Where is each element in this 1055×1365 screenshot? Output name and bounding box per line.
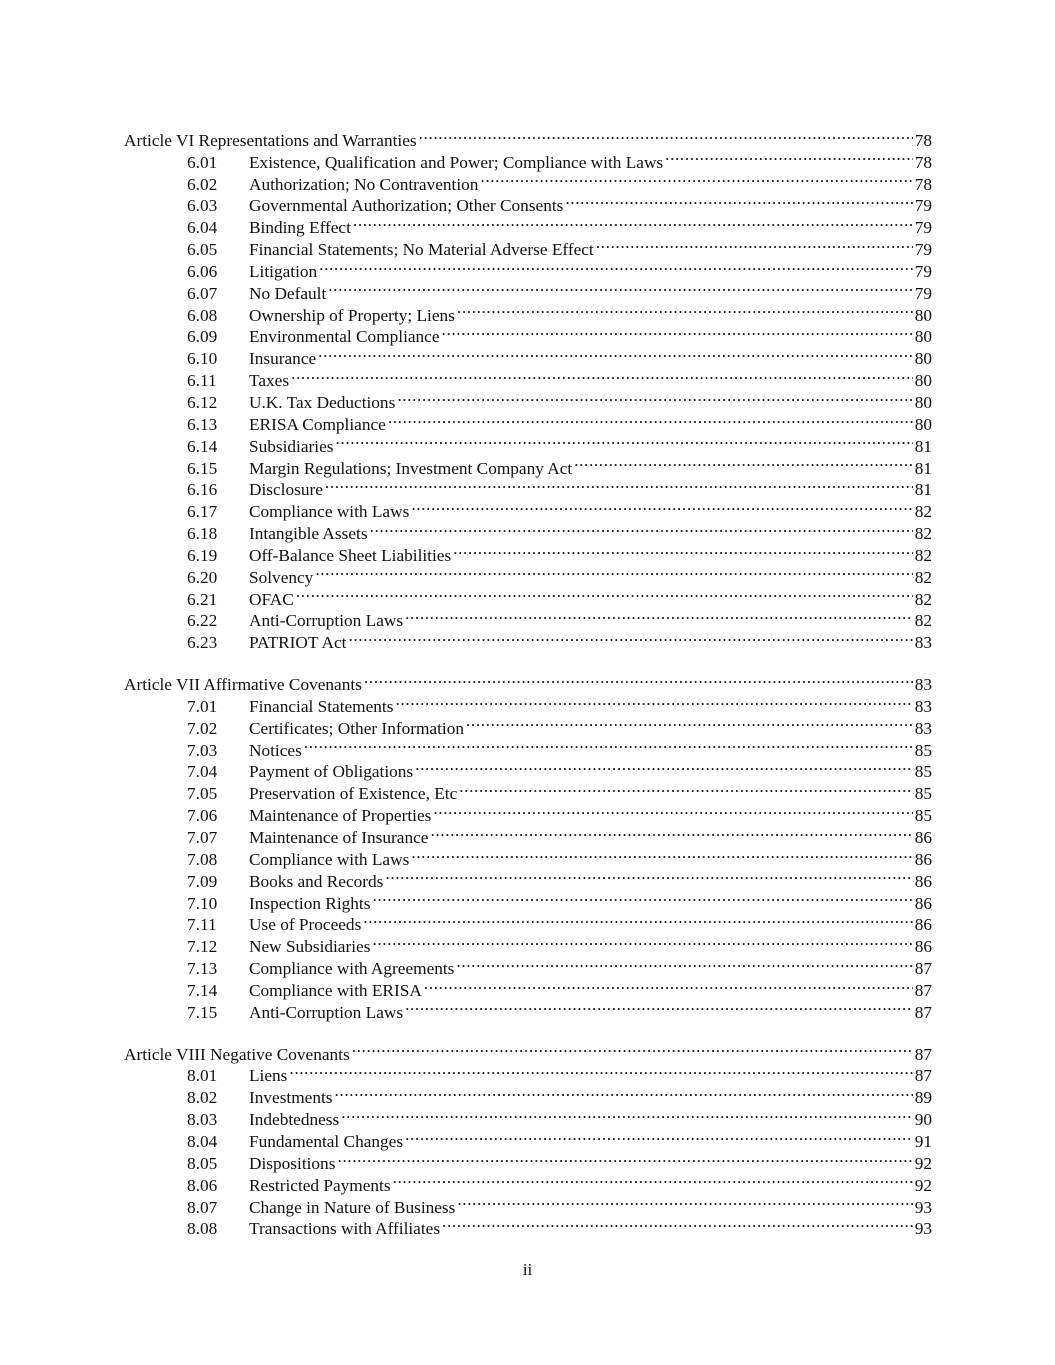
dot-leader <box>466 712 913 734</box>
page-reference: 82 <box>914 545 932 565</box>
page-reference: 90 <box>914 1110 932 1130</box>
dot-leader <box>433 799 913 821</box>
section-title: Governmental Authorization; Other Consents <box>249 196 564 216</box>
section-title: Books and Records <box>249 871 384 891</box>
dot-leader <box>453 539 913 561</box>
section-number: 7.02 <box>187 718 218 738</box>
dot-leader <box>411 495 913 517</box>
section-title: Anti-Corruption Laws <box>249 1002 404 1022</box>
toc-article-heading[interactable] <box>124 1038 932 1064</box>
page-reference: 79 <box>914 196 932 216</box>
toc-article-heading[interactable] <box>124 124 932 150</box>
dot-leader <box>393 1169 913 1191</box>
dot-leader <box>405 1125 913 1147</box>
dot-leader <box>328 277 913 299</box>
dot-leader <box>353 211 913 233</box>
section-title: Ownership of Property; Liens <box>249 305 455 325</box>
section-title: ERISA Compliance <box>249 414 386 434</box>
page-reference: 81 <box>914 458 932 478</box>
section-title: U.K. Tax Deductions <box>249 392 396 412</box>
section-number: 7.08 <box>187 849 218 869</box>
dot-leader <box>296 583 913 605</box>
section-title: Solvency <box>249 567 314 587</box>
section-title: Litigation <box>249 261 318 281</box>
section-number: 6.07 <box>187 283 218 303</box>
page-reference: 86 <box>914 937 932 957</box>
dot-leader <box>457 299 913 321</box>
section-number: 6.15 <box>187 458 218 478</box>
page-reference: 86 <box>914 871 932 891</box>
page-reference: 82 <box>914 567 932 587</box>
section-title: New Subsidiaries <box>249 937 371 957</box>
page-reference: 80 <box>914 371 932 391</box>
section-title: Financial Statements; No Material Adverse Effect <box>249 240 594 260</box>
section-title: Binding Effect <box>249 218 351 238</box>
article-title: Article VIII Negative Covenants <box>124 1044 350 1064</box>
section-number: 6.01 <box>187 152 218 172</box>
dot-leader <box>372 930 913 952</box>
section-title: Off-Balance Sheet Liabilities <box>249 545 452 565</box>
article-title: Article VI Representations and Warranties <box>124 130 417 150</box>
section-title: Notices <box>249 740 302 760</box>
page-reference: 92 <box>914 1153 932 1173</box>
section-number: 6.21 <box>187 589 218 609</box>
page-reference: 87 <box>914 1002 932 1022</box>
dot-leader <box>457 1191 913 1213</box>
page-number: ii <box>522 1260 533 1279</box>
section-number: 7.14 <box>187 980 218 1000</box>
page-reference: 79 <box>914 218 932 238</box>
page-reference: 82 <box>914 611 932 631</box>
section-number: 7.05 <box>187 784 218 804</box>
section-number: 6.08 <box>187 305 218 325</box>
section-title: Environmental Compliance <box>249 327 440 347</box>
section-number: 6.19 <box>187 545 218 565</box>
section-number: 8.07 <box>187 1197 218 1217</box>
dot-leader <box>596 233 913 255</box>
dot-leader <box>335 1081 913 1103</box>
dot-leader <box>363 909 913 931</box>
page-reference: 80 <box>914 414 932 434</box>
page-reference: 87 <box>914 980 932 1000</box>
section-number: 8.08 <box>187 1219 218 1239</box>
section-title: Compliance with Laws <box>249 849 410 869</box>
section-number: 8.02 <box>187 1088 218 1108</box>
section-title: Financial Statements <box>249 696 394 716</box>
page-reference: 87 <box>914 959 932 979</box>
page-reference: 82 <box>914 524 932 544</box>
section-title: Compliance with Laws <box>249 502 410 522</box>
page-reference: 86 <box>914 893 932 913</box>
page-reference: 91 <box>914 1131 932 1151</box>
dot-leader <box>348 626 913 648</box>
dot-leader <box>364 668 913 690</box>
section-title: Restricted Payments <box>249 1175 391 1195</box>
page-reference: 92 <box>914 1175 932 1195</box>
section-number: 6.06 <box>187 261 218 281</box>
section-title: Disclosure <box>249 480 323 500</box>
page-reference: 80 <box>914 305 932 325</box>
page-reference: 78 <box>914 152 932 172</box>
dot-leader <box>442 321 913 343</box>
dot-leader <box>388 408 913 430</box>
dot-leader <box>352 1038 913 1060</box>
section-number: 6.04 <box>187 218 218 238</box>
page-reference: 89 <box>914 1088 932 1108</box>
page-reference: 80 <box>914 349 932 369</box>
page-reference: 85 <box>914 740 932 760</box>
section-title: Subsidiaries <box>249 436 334 456</box>
section-title: Compliance with Agreements <box>249 959 455 979</box>
dot-leader <box>665 146 913 168</box>
page-reference: 83 <box>914 718 932 738</box>
dot-leader <box>318 342 913 364</box>
section-number: 7.04 <box>187 762 218 782</box>
section-number: 7.13 <box>187 959 218 979</box>
dot-leader <box>291 364 913 386</box>
section-title: Use of Proceeds <box>249 915 362 935</box>
dot-leader <box>372 887 913 909</box>
section-title: Maintenance of Insurance <box>249 828 429 847</box>
section-number: 6.18 <box>187 524 218 544</box>
dot-leader <box>424 974 913 996</box>
section-title: Transactions with Affiliates <box>249 1219 441 1239</box>
section-title: Intangible Assets <box>249 524 368 544</box>
page-reference: 79 <box>914 261 932 281</box>
section-number: 6.20 <box>187 567 218 587</box>
toc-article-heading[interactable] <box>124 668 932 695</box>
section-title: Fundamental Changes <box>249 1131 404 1151</box>
page-reference: 83 <box>914 696 932 716</box>
section-title: No Default <box>249 283 327 303</box>
section-number: 7.11 <box>187 915 217 935</box>
section-number: 6.05 <box>187 240 218 260</box>
section-number: 6.03 <box>187 196 218 216</box>
section-number: 6.10 <box>187 349 218 369</box>
dot-leader <box>459 777 913 799</box>
dot-leader <box>405 996 913 1018</box>
section-title: OFAC <box>249 589 294 609</box>
section-title: Certificates; Other Information <box>249 718 464 738</box>
section-title: Authorization; No Contravention <box>249 174 479 194</box>
toc-article <box>124 668 932 1022</box>
page-reference: 80 <box>914 327 932 347</box>
section-title: Compliance with ERISA <box>249 980 422 1000</box>
page-reference: 82 <box>914 589 932 609</box>
page-reference: 79 <box>914 240 932 260</box>
dot-leader <box>411 843 913 865</box>
section-number: 6.13 <box>187 414 218 434</box>
dot-leader <box>405 605 913 627</box>
section-number: 7.07 <box>187 828 218 847</box>
page-reference: 85 <box>914 784 932 804</box>
toc-article <box>124 1038 932 1239</box>
dot-leader <box>289 1060 913 1082</box>
dot-leader <box>574 452 913 474</box>
section-number: 7.12 <box>187 937 218 957</box>
section-number: 7.01 <box>187 696 218 716</box>
section-number: 7.03 <box>187 740 218 760</box>
page-reference: 85 <box>914 806 932 826</box>
section-title: Investments <box>249 1088 333 1108</box>
dot-leader <box>395 690 913 712</box>
dot-leader <box>335 430 913 452</box>
section-number: 6.22 <box>187 611 218 631</box>
page-reference: 86 <box>914 915 932 935</box>
section-title: Liens <box>249 1066 288 1086</box>
dot-leader <box>565 190 913 212</box>
section-number: 7.09 <box>187 871 218 891</box>
section-title: PATRIOT Act <box>249 633 347 653</box>
toc-article <box>124 124 932 653</box>
page-reference: 93 <box>914 1197 932 1217</box>
section-title: Anti-Corruption Laws <box>249 611 404 631</box>
section-title: Taxes <box>249 371 290 391</box>
page-reference: 93 <box>914 1219 932 1239</box>
section-title: Change in Nature of Business <box>249 1197 456 1217</box>
section-number: 6.17 <box>187 502 218 522</box>
page-reference: 80 <box>914 392 932 412</box>
page-reference: 86 <box>914 828 932 847</box>
page-reference: 87 <box>914 1044 932 1064</box>
dot-leader <box>415 756 913 778</box>
page-reference: 83 <box>914 633 932 653</box>
section-title: Dispositions <box>249 1153 336 1173</box>
section-number: 7.06 <box>187 806 218 826</box>
section-title: Margin Regulations; Investment Company Act <box>249 458 573 478</box>
section-number: 8.06 <box>187 1175 218 1195</box>
page-reference: 78 <box>914 174 932 194</box>
dot-leader <box>341 1103 913 1125</box>
section-number: 6.11 <box>187 371 217 391</box>
dot-leader <box>370 517 913 539</box>
section-number: 6.12 <box>187 392 218 412</box>
page-reference: 81 <box>914 436 932 456</box>
section-title: Payment of Obligations <box>249 762 414 782</box>
section-title: Insurance <box>249 349 317 369</box>
section-number: 6.23 <box>187 633 218 653</box>
dot-leader <box>315 561 913 583</box>
section-number: 7.10 <box>187 893 218 913</box>
page-reference: 87 <box>914 1066 932 1086</box>
dot-leader <box>325 474 913 496</box>
page-reference: 79 <box>914 283 932 303</box>
dot-leader <box>456 952 913 974</box>
section-title: Existence, Qualification and Power; Compliance with Laws <box>249 152 664 172</box>
section-title: Maintenance of Properties <box>249 806 432 826</box>
dot-leader <box>419 124 913 146</box>
section-number: 8.04 <box>187 1131 218 1151</box>
section-title: Indebtedness <box>249 1110 340 1130</box>
section-number: 6.09 <box>187 327 218 347</box>
article-title: Article VII Affirmative Covenants <box>124 675 362 695</box>
dot-leader <box>319 255 913 277</box>
section-number: 8.05 <box>187 1153 218 1173</box>
dot-leader <box>397 386 913 408</box>
page-reference: 78 <box>914 130 932 150</box>
section-number: 6.02 <box>187 174 218 194</box>
dot-leader <box>304 734 913 756</box>
dot-leader <box>337 1147 913 1169</box>
page-reference: 82 <box>914 502 932 522</box>
section-number: 8.03 <box>187 1110 218 1130</box>
dot-leader <box>442 1213 913 1235</box>
table-of-contents <box>124 124 932 1239</box>
section-title: Inspection Rights <box>249 893 371 913</box>
section-number: 6.16 <box>187 480 218 500</box>
section-number: 6.14 <box>187 436 218 456</box>
dot-leader <box>480 168 913 190</box>
section-number: 8.01 <box>187 1066 218 1086</box>
page-reference: 81 <box>914 480 932 500</box>
section-number: 7.15 <box>187 1002 218 1022</box>
page-reference: 83 <box>914 675 932 695</box>
dot-leader <box>385 865 913 887</box>
dot-leader <box>430 821 913 843</box>
section-title: Preservation of Existence, Etc <box>249 784 458 804</box>
page-reference: 86 <box>914 849 932 869</box>
page-reference: 85 <box>914 762 932 782</box>
